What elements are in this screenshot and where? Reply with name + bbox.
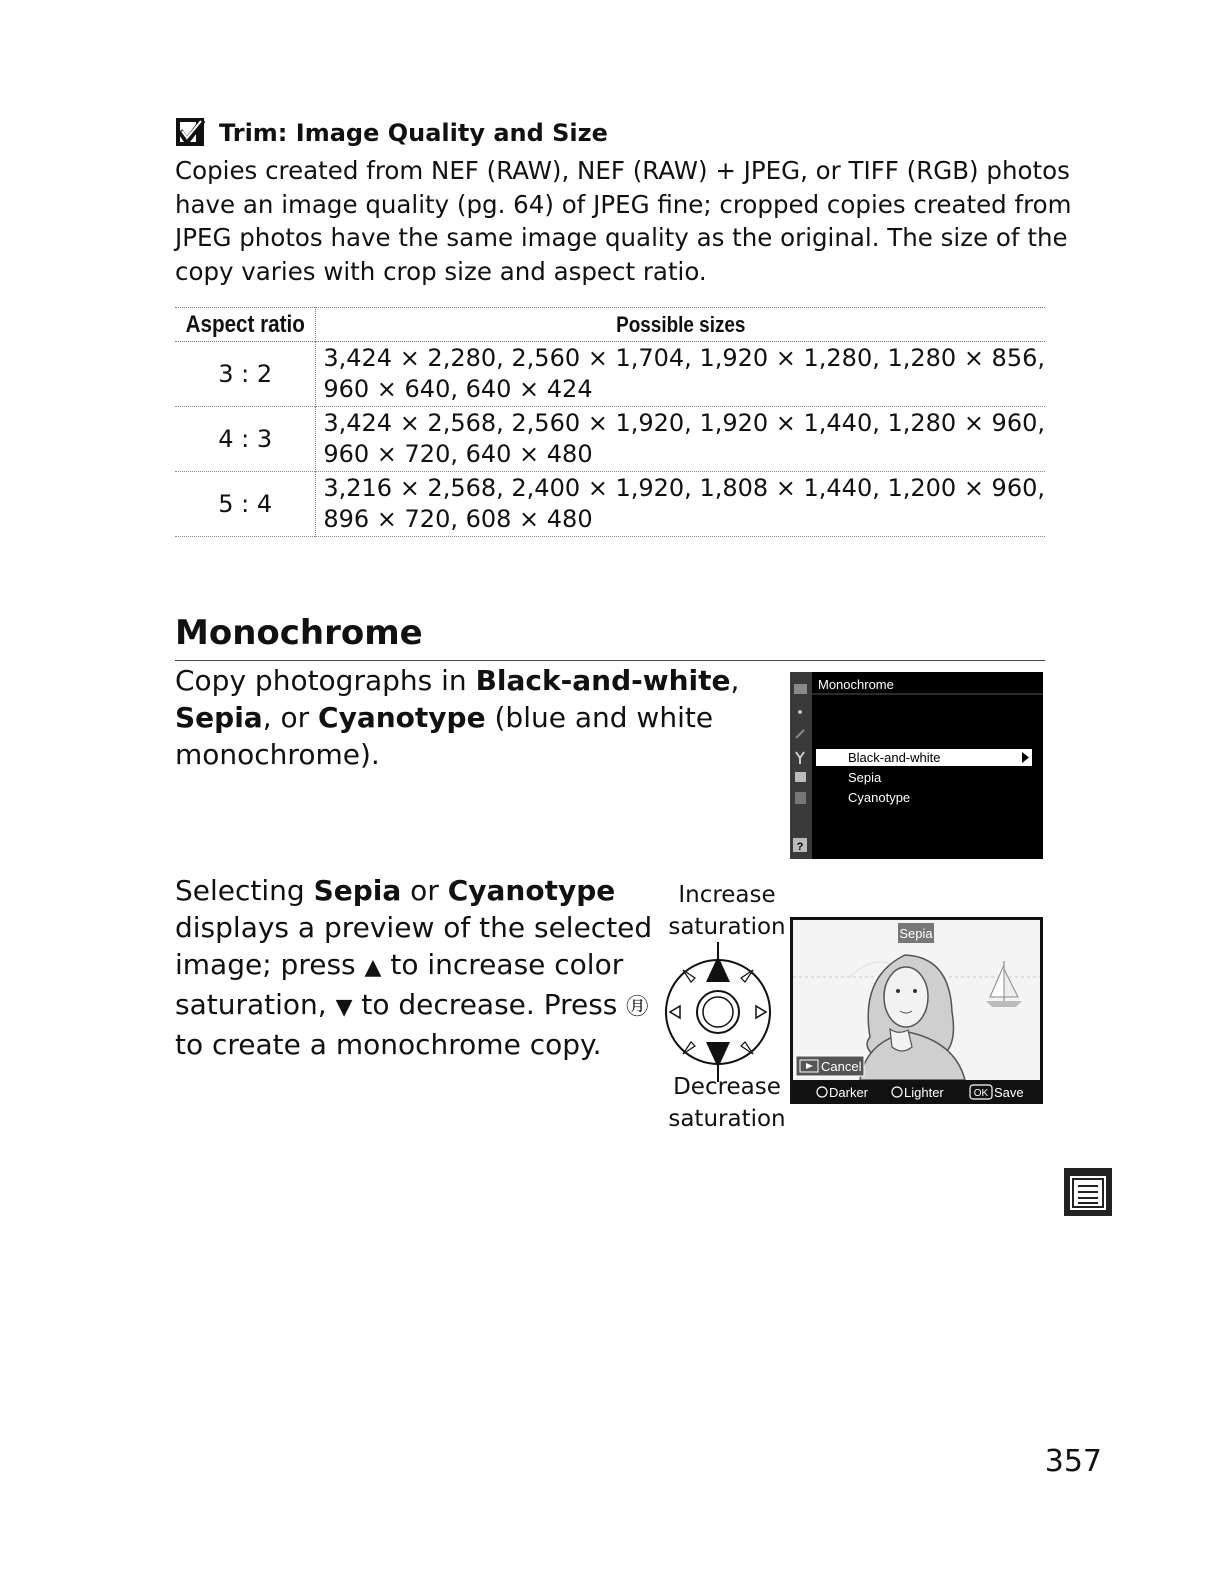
header-aspect-ratio: Aspect ratio [185, 308, 306, 342]
page-number: 357 [1044, 1444, 1102, 1479]
steps-line [175, 946, 655, 986]
label-line: Decrease [673, 1074, 781, 1100]
heading-rule [175, 660, 1045, 661]
ok-button-icon: ㊊ [626, 995, 649, 1020]
sizes-cell [316, 342, 1045, 407]
shooting-tab-icon [798, 710, 802, 714]
sepia-preview-screen [790, 917, 1043, 1104]
steps-line [175, 872, 655, 909]
intro-line [175, 699, 775, 736]
label-line: Increase [678, 882, 776, 908]
steps-text: or [401, 874, 448, 907]
up-arrow-icon: ▲ [364, 955, 382, 980]
intro-bold: Cyanotype [318, 701, 486, 734]
save-label: Save [994, 1085, 1024, 1100]
my-menu-tab-icon [795, 792, 806, 804]
checkmark-icon [175, 117, 205, 147]
sizes-cell [316, 472, 1045, 537]
ratio-cell: 4 : 3 [175, 407, 316, 472]
sizes-cell [316, 407, 1045, 472]
intro-bold: Black-and-white [475, 664, 731, 697]
intro-line: monochrome). [175, 738, 380, 771]
section-heading: Monochrome [175, 613, 423, 653]
svg-text:?: ? [796, 841, 804, 853]
note-title: Trim: Image Quality and Size [219, 119, 608, 147]
table-row [175, 407, 1045, 472]
increase-saturation-label [664, 879, 790, 943]
label-line: saturation [668, 914, 786, 940]
sepia-badge: Sepia [899, 926, 933, 941]
image-size-table [175, 307, 1045, 537]
table-row [175, 342, 1045, 407]
retouch-menu-tab-icon [1064, 1168, 1112, 1216]
sizes-line: 3,424 × 2,568, 2,560 × 1,920, 1,920 × 1,440, 1,280 × 960, [323, 409, 1045, 437]
steps-line: to create a monochrome copy. [175, 1028, 602, 1061]
multi-selector-icon [662, 942, 780, 1082]
sizes-line: 960 × 640, 640 × 424 [323, 375, 593, 403]
intro-text: Copy photographs in [175, 664, 476, 697]
menu-item-cyanotype[interactable]: Cyanotype [848, 790, 911, 805]
menu-title: Monochrome [818, 677, 894, 692]
steps-text: to decrease. Press [352, 988, 627, 1021]
steps-text: saturation, [175, 988, 336, 1021]
steps-line [175, 986, 655, 1026]
menu-tab-strip [790, 672, 812, 859]
sizes-line: 960 × 720, 640 × 480 [323, 440, 593, 468]
table-row [175, 472, 1045, 537]
steps-bold: Cyanotype [447, 874, 616, 907]
steps-line: displays a preview of the selected [175, 911, 653, 944]
steps-text: Selecting [175, 874, 314, 907]
note-line: copy varies with crop size and aspect ratio. [175, 256, 707, 286]
note-body [175, 154, 1072, 288]
label-line: saturation [668, 1106, 786, 1132]
note-line: Copies created from NEF (RAW), NEF (RAW) + JPEG, or TIFF (RGB) photos [175, 156, 1070, 185]
sizes-line: 896 × 720, 608 × 480 [323, 505, 593, 533]
note-line: have an image quality (pg. 64) of JPEG fine; cropped copies created from [175, 189, 1072, 219]
ratio-cell: 5 : 4 [175, 472, 316, 537]
lighter-label: Lighter [904, 1085, 944, 1100]
header-possible-sizes: Possible sizes [615, 311, 746, 337]
intro-text: (blue and white [485, 701, 714, 734]
steps-text: image; press [175, 948, 365, 981]
monochrome-steps [175, 872, 655, 1063]
darker-label: Darker [829, 1085, 869, 1100]
monochrome-menu-screen [790, 672, 1043, 859]
table-header-row [175, 308, 1045, 342]
intro-bold: Sepia [175, 701, 263, 734]
ok-key-label: OK [973, 1088, 989, 1099]
down-arrow-icon: ▼ [335, 995, 353, 1020]
playback-tab-icon [794, 684, 807, 694]
cancel-label: Cancel [821, 1059, 862, 1074]
menu-item-black-and-white[interactable]: Black-and-white [848, 750, 941, 765]
ratio-cell: 3 : 2 [175, 342, 316, 407]
decrease-saturation-label [664, 1071, 790, 1135]
intro-text: , [730, 664, 740, 697]
steps-bold: Sepia [313, 874, 402, 907]
monochrome-intro [175, 662, 775, 773]
menu-item-sepia[interactable]: Sepia [848, 770, 882, 785]
note-line: JPEG photos have the same image quality as the original. The size of the [175, 223, 1068, 253]
steps-text: to increase color [381, 948, 624, 981]
sizes-line: 3,424 × 2,280, 2,560 × 1,704, 1,920 × 1,280, 1,280 × 856, [323, 344, 1045, 372]
sizes-line: 3,216 × 2,568, 2,400 × 1,920, 1,808 × 1,440, 1,200 × 960, [323, 474, 1045, 502]
intro-line [175, 662, 775, 699]
retouch-tab-icon [795, 772, 806, 782]
intro-text: , or [262, 701, 319, 734]
